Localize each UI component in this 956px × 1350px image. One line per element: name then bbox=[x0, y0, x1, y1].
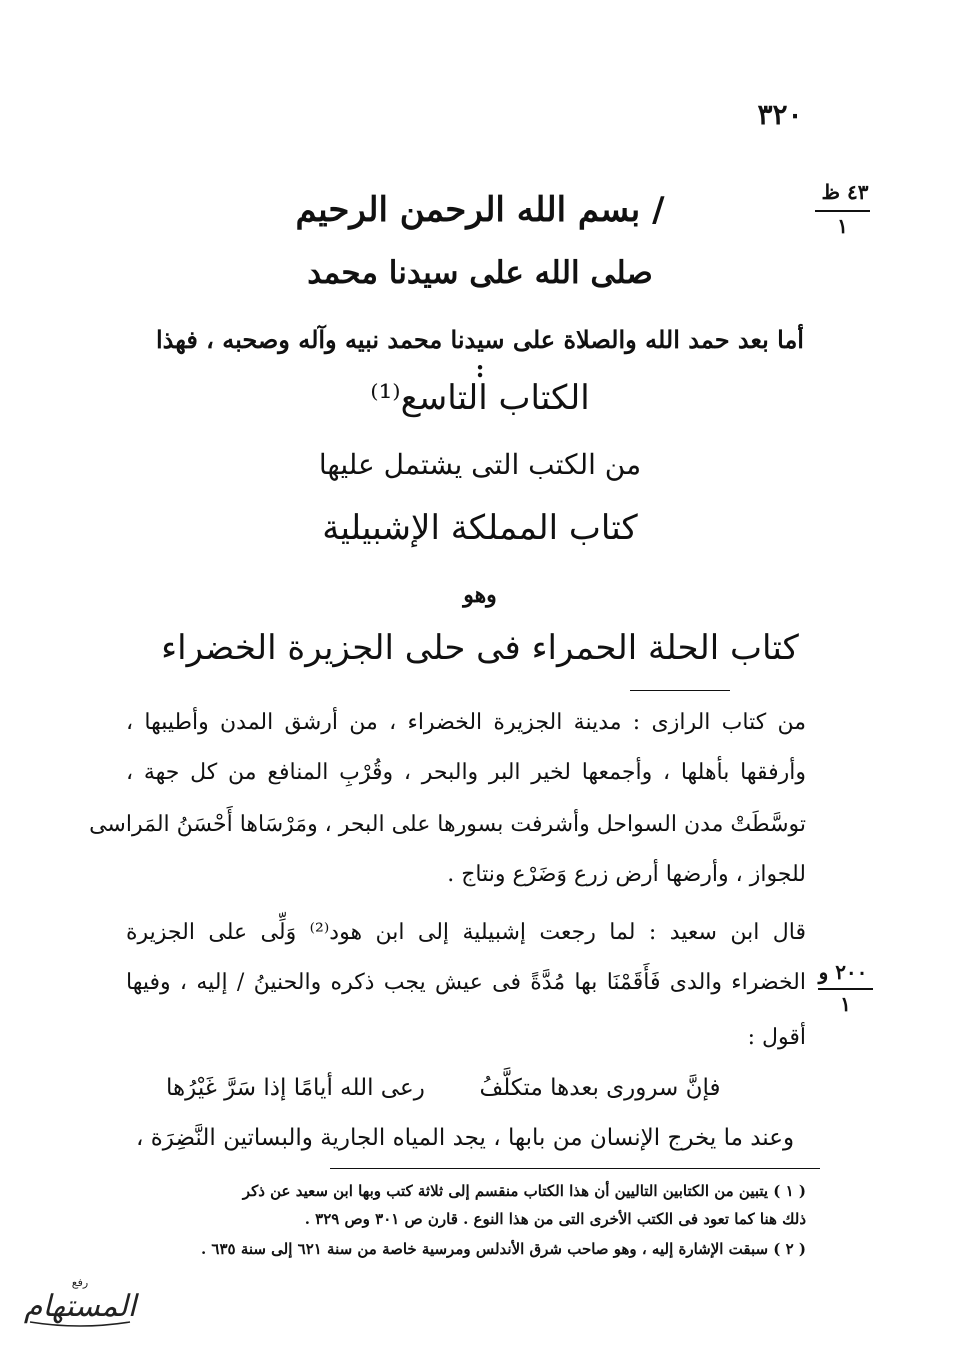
page-number: ٣٢٠ bbox=[757, 98, 803, 131]
body-line-7: أقول : bbox=[747, 1025, 806, 1050]
poem-hemistich-2: فإنَّ سرورى بعدها متكلَّفُ bbox=[479, 1075, 721, 1101]
book-title: الكتاب التاسع⁽¹⁾ bbox=[370, 378, 590, 418]
wahuwa-line: وهو bbox=[463, 582, 497, 608]
poem-line-2-text: وعند ما يخرج الإنسان من بابها ، يجد المياه الجارية والبساتين النَّضِرَة ، bbox=[136, 1125, 795, 1151]
poem-verse-1 bbox=[166, 1075, 806, 1101]
footnote-rule bbox=[330, 1168, 820, 1169]
body-line-6: الخضراء والدى فَأَقَمْنَا بها مُدَّةً فى عيش يجب ذكره والحنينُ / إليه ، وفيها bbox=[126, 970, 806, 995]
margin-ref-middle-folio: ٢٠٠ و bbox=[818, 960, 868, 984]
footnote-1-line-1: ( ١ ) يتبين من الكتابين التاليين أن هذا الكتاب منقسم إلى ثلاثة كتب وبها ابن سعيد عن ذكر bbox=[242, 1182, 806, 1200]
basmala-heading: / بسم الله الرحمن الرحيم bbox=[295, 190, 665, 230]
main-title: كتاب الحلة الحمراء فى حلى الجزيرة الخضراء bbox=[161, 628, 799, 668]
poem-hemistich-1: رعى الله أيامًا إذا سَرَّ غَيْرُها bbox=[166, 1075, 425, 1101]
svg-text:المستهام: المستهام bbox=[23, 1289, 137, 1324]
body-line-1: من كتاب الرازى : مدينة الجزيرة الخضراء ، من أرشق المدن وأطيبها ، bbox=[126, 710, 806, 735]
margin-ref-top-folio: ٤٣ ظ bbox=[821, 180, 869, 204]
from-books-line: من الكتب التى يشتمل عليها bbox=[318, 448, 642, 481]
margin-ref-middle-rule bbox=[818, 988, 873, 990]
footnote-1-line-2: ذلك هنا كما تعود فى الكتب الأخرى التى من هذا النوع . قارن ص ٣٠١ وص ٣٢٩ . bbox=[304, 1210, 806, 1228]
publisher-logo bbox=[10, 1272, 150, 1336]
margin-ref-top-fraction: ١ bbox=[837, 214, 848, 238]
kingdom-title: كتاب المملكة الإشبيلية bbox=[322, 508, 638, 548]
body-line-4: للجواز ، وأرضها أرض زرع وَضَرْع ونتاج . bbox=[447, 862, 806, 887]
title-underline bbox=[630, 690, 730, 691]
body-line-2: وأرفقها بأهلها ، وأجمعها لخير البر والبحر ، وقُرْبِ المنافع من كل جهة ، bbox=[126, 760, 806, 785]
salawat-heading: صلى الله على سيدنا محمد bbox=[307, 255, 653, 291]
footnote-2: ( ٢ ) سبقت الإشارة إليه ، وهو صاحب شرق الأندلس ومرسية خاصة من سنة ٦٢١ إلى سنة ٦٣٥ . bbox=[200, 1240, 806, 1258]
svg-text:رفع: رفع bbox=[71, 1276, 89, 1289]
margin-ref-top-rule bbox=[815, 210, 870, 212]
margin-ref-middle-fraction: ١ bbox=[840, 992, 851, 1016]
body-line-5: قال ابن سعيد : لما رجعت إشبيلية إلى ابن هود⁽²⁾ وَلِّى على الجزيرة bbox=[126, 920, 806, 945]
body-line-3: توسَّطَتْ مدن السواحل وأشرفت بسورها على البحر ، ومَرْسَاها أَحْسَنُ المَراسى bbox=[89, 812, 806, 837]
intro-line: أما بعد حمد الله والصلاة على سيدنا محمد نبيه وآله وصحبه ، فهذا : bbox=[156, 325, 804, 383]
poem-verse-2 bbox=[136, 1125, 806, 1151]
